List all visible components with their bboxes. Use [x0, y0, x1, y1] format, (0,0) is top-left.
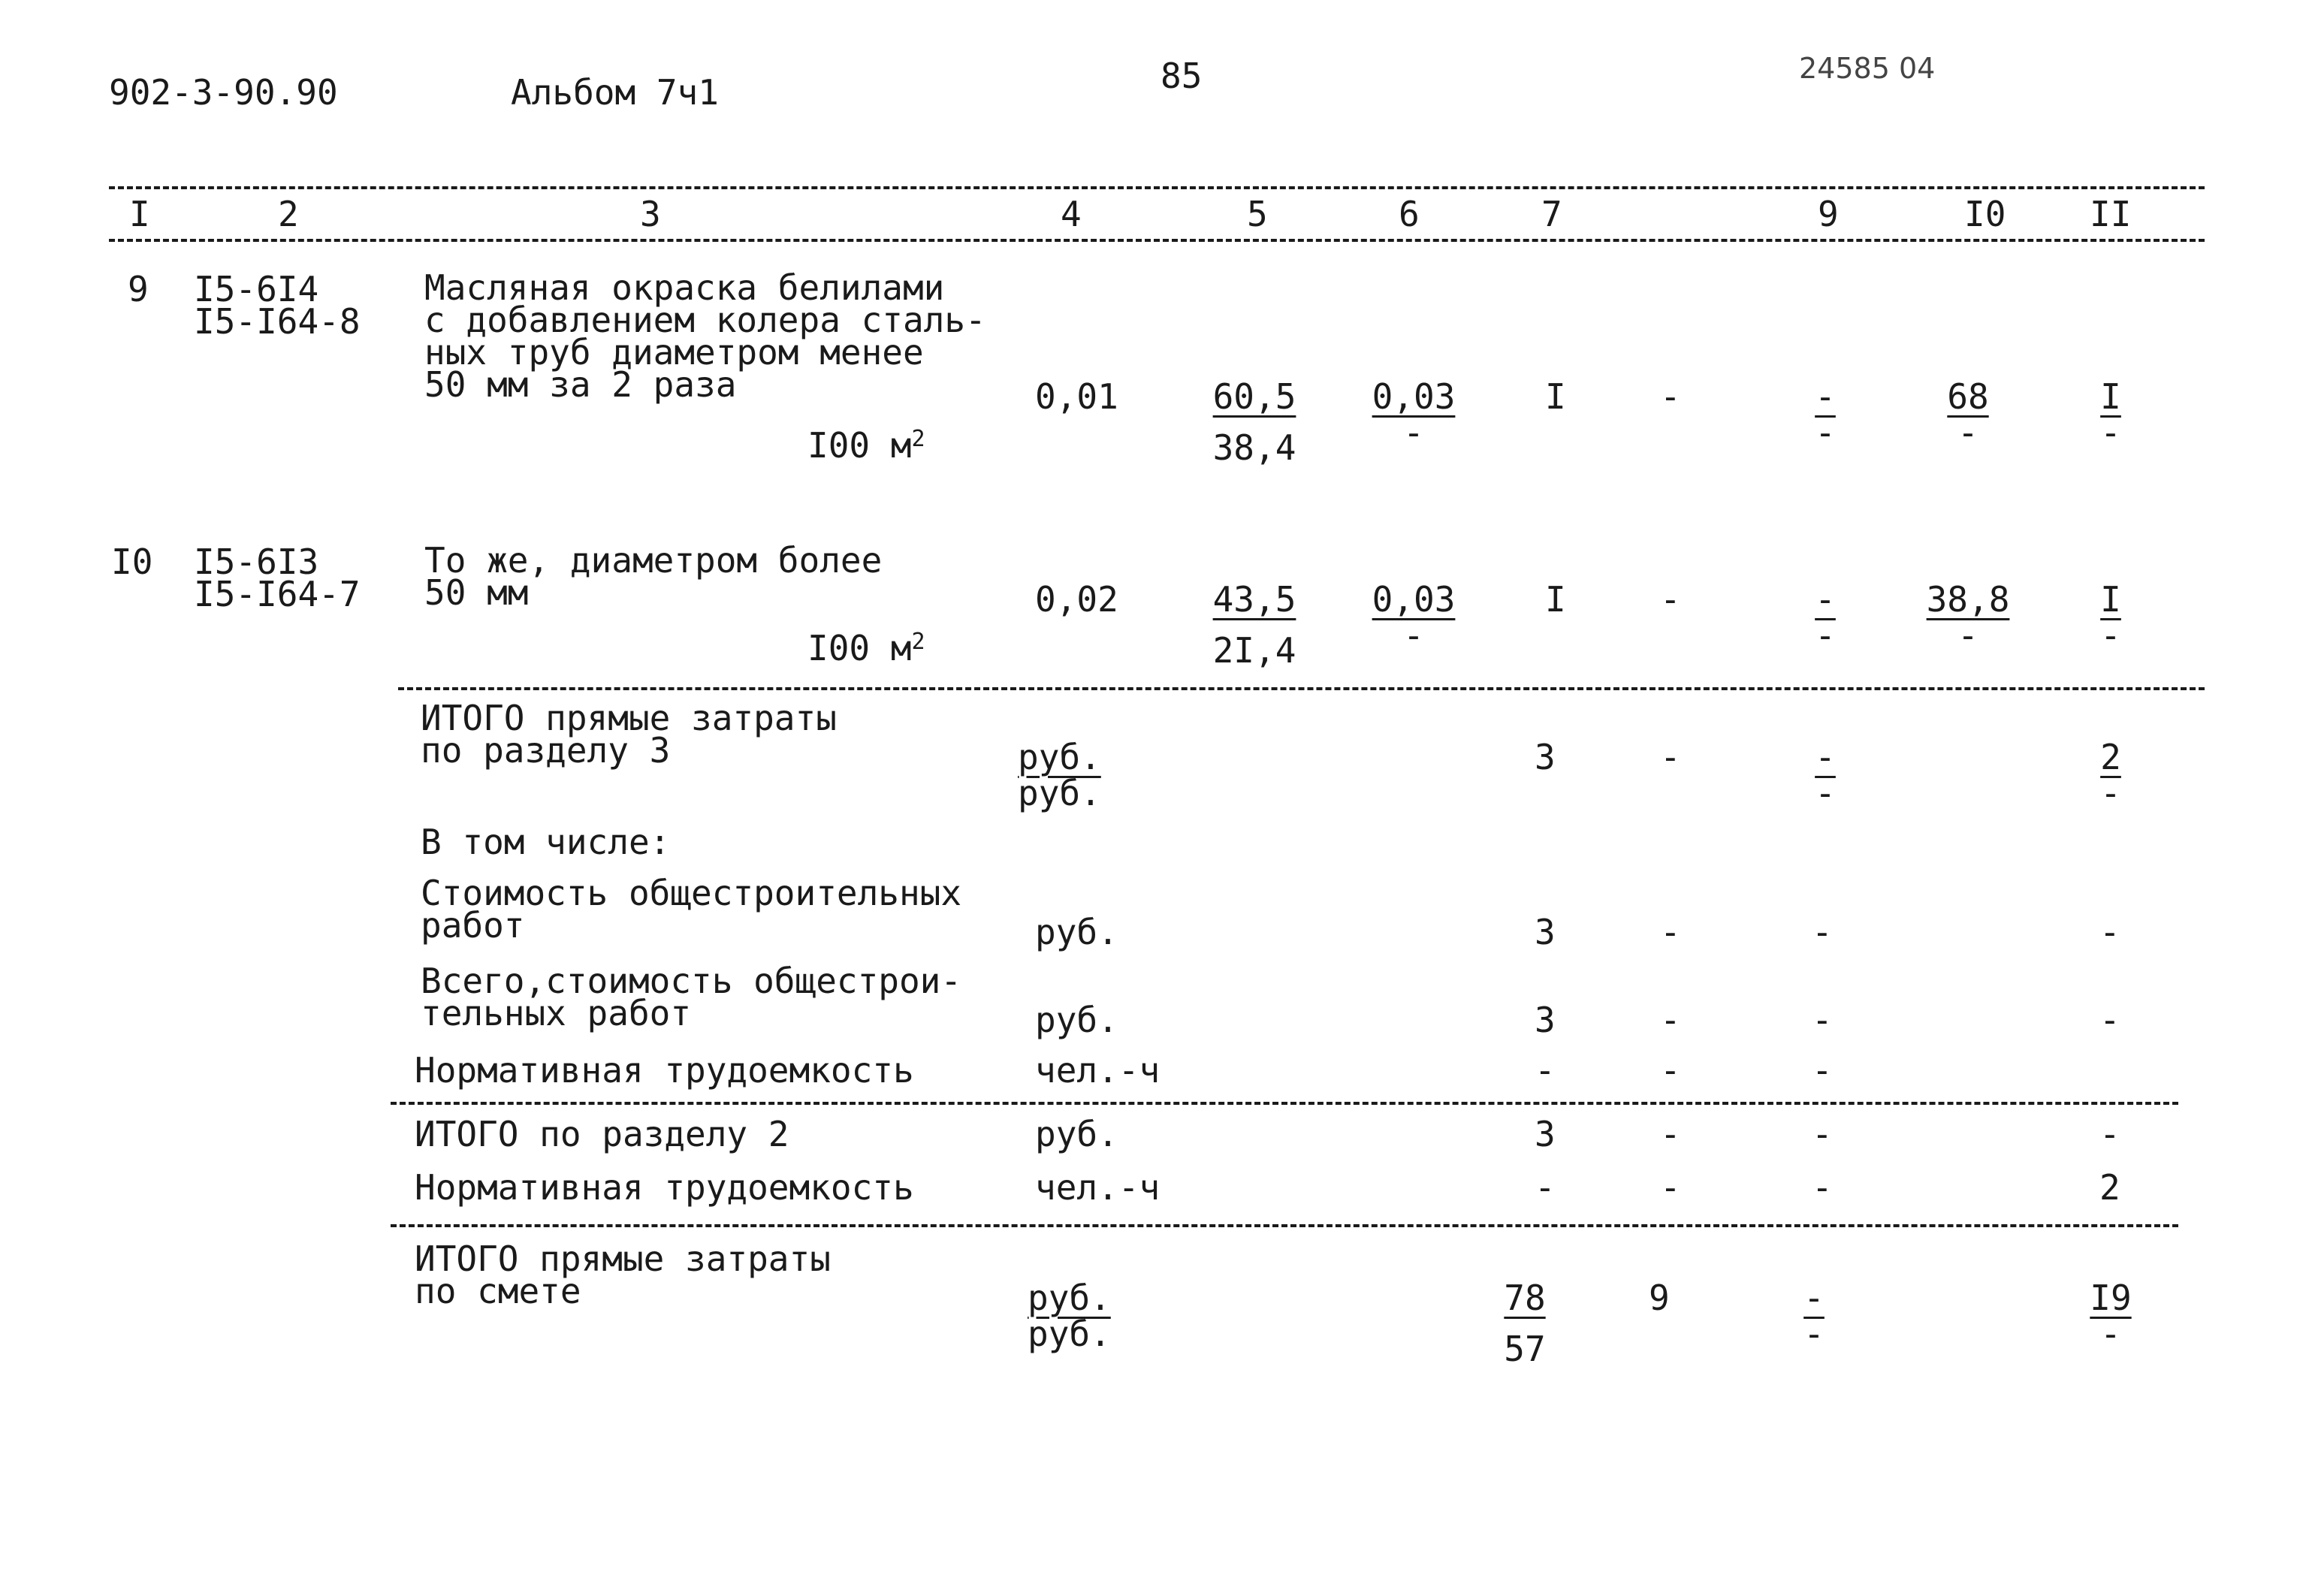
unit-cost-fraction — [1202, 579, 1307, 671]
column-header-9: 9 — [1818, 194, 1839, 234]
column-11-fraction — [2058, 579, 2163, 656]
column-8-value: - — [1660, 376, 1681, 417]
fraction-bottom: - — [1815, 412, 1836, 453]
labor-fraction — [1361, 579, 1466, 656]
column-10-fraction — [1915, 579, 2021, 656]
totals-label: ИТОГО прямые затраты по смете — [415, 1238, 831, 1311]
unit-of-measure — [807, 425, 925, 466]
fraction-top: 60,5 — [1212, 376, 1296, 417]
column-11-value: - — [2099, 1000, 2120, 1040]
totals-label: Нормативная трудоемкость — [415, 1167, 914, 1208]
unit-of-measure: чел.-ч — [1035, 1167, 1161, 1208]
fraction-bottom: - — [1815, 773, 1836, 813]
column-8-value: - — [1660, 1167, 1681, 1208]
totals-label: ИТОГО прямые затраты по разделу 3 — [421, 698, 837, 771]
total-cost: 3 — [1535, 1114, 1556, 1154]
unit-exponent: 2 — [911, 629, 925, 655]
fraction-top: 43,5 — [1212, 579, 1296, 620]
total-cost: 3 — [1535, 912, 1556, 952]
fraction-top: I — [2100, 376, 2121, 417]
column-8-value: 9 — [1649, 1278, 1670, 1318]
total-cost: I — [1545, 376, 1566, 417]
fraction-bottom: руб. — [1018, 773, 1101, 813]
column-9-fraction — [1773, 579, 1878, 656]
fraction-top: - — [1815, 737, 1836, 777]
column-11-fraction — [2058, 1278, 2163, 1354]
column-9-value: - — [1812, 1000, 1833, 1040]
including-label: В том числе: — [421, 822, 671, 862]
column-header-3: 3 — [640, 194, 661, 234]
unit-fraction — [1028, 1278, 1148, 1354]
section-divider — [398, 687, 2205, 690]
unit-of-measure: руб. — [1035, 1114, 1118, 1154]
column-9-fraction — [1773, 376, 1878, 453]
page-number: 85 — [1161, 56, 1203, 96]
price-code: I5-6I3 — [194, 542, 319, 582]
column-header-11: II — [2090, 194, 2132, 234]
section-divider — [391, 1102, 2178, 1105]
fraction-top: 0,03 — [1372, 376, 1456, 417]
handwritten-archive-number: 24585 04 — [1799, 52, 1936, 85]
column-11-fraction — [2058, 376, 2163, 453]
fraction-bottom: - — [2100, 773, 2121, 813]
fraction-top: - — [1815, 579, 1836, 620]
row-number: 9 — [128, 269, 149, 309]
price-code: I5-6I4 — [194, 269, 319, 309]
breakdown-label: Всего,стоимость общестрои- тельных работ — [421, 961, 962, 1033]
column-11-value: - — [2099, 912, 2120, 952]
breakdown-label: Стоимость общестроительных работ — [421, 873, 962, 946]
column-9-fraction — [1761, 1278, 1867, 1354]
column-header-2: 2 — [278, 194, 299, 234]
section-divider — [391, 1224, 2178, 1227]
fraction-top: - — [1803, 1278, 1825, 1318]
column-8-value: - — [1660, 1000, 1681, 1040]
column-header-1: I — [129, 194, 150, 234]
column-8-value: - — [1660, 1050, 1681, 1091]
column-8-value: - — [1660, 737, 1681, 777]
column-header-7: 7 — [1541, 194, 1562, 234]
labor-fraction — [1361, 376, 1466, 453]
column-9-value: - — [1812, 1167, 1833, 1208]
total-cost: 3 — [1535, 1000, 1556, 1040]
column-header-4: 4 — [1061, 194, 1082, 234]
column-8-value: - — [1660, 912, 1681, 952]
fraction-bottom: 38,4 — [1212, 427, 1296, 468]
unit-fraction — [1018, 737, 1138, 813]
total-cost: 3 — [1535, 737, 1556, 777]
row-number: I0 — [111, 542, 153, 582]
column-11-fraction — [2058, 737, 2163, 813]
fraction-bottom: - — [1803, 1314, 1825, 1354]
fraction-top: 0,03 — [1372, 579, 1456, 620]
unit-value: I00 м — [807, 628, 912, 668]
fraction-top: I9 — [2090, 1278, 2132, 1318]
column-11-value: 2 — [2099, 1167, 2120, 1208]
norm-code: I5-I64-8 — [194, 301, 361, 342]
column-8-value: - — [1660, 1114, 1681, 1154]
fraction-bottom: - — [1815, 615, 1836, 656]
fraction-bottom: - — [2100, 412, 2121, 453]
document-code: 902-3-90.90 — [109, 72, 338, 113]
unit-of-measure: руб. — [1035, 1000, 1118, 1040]
total-cost: - — [1535, 1050, 1556, 1091]
album-label: Альбом 7ч1 — [511, 72, 719, 113]
unit-exponent: 2 — [911, 426, 925, 452]
column-9-value: - — [1812, 1050, 1833, 1091]
fraction-top: руб. — [1018, 737, 1101, 777]
fraction-bottom: 2I,4 — [1212, 630, 1296, 671]
header-bottom-rule — [109, 239, 2205, 242]
column-header-5: 5 — [1247, 194, 1268, 234]
fraction-top: руб. — [1028, 1278, 1111, 1318]
column-header-10: I0 — [1964, 194, 2006, 234]
fraction-top: 38,8 — [1926, 579, 2010, 620]
total-cost: - — [1535, 1167, 1556, 1208]
column-9-fraction — [1773, 737, 1878, 813]
fraction-top: 68 — [1947, 376, 1989, 417]
fraction-bottom: - — [1957, 615, 1979, 656]
column-11-value: - — [2099, 1114, 2120, 1154]
totals-label: ИТОГО по разделу 2 — [415, 1114, 789, 1154]
fraction-bottom: - — [1403, 412, 1424, 453]
quantity: 0,02 — [1035, 579, 1118, 620]
norm-code: I5-I64-7 — [194, 574, 361, 614]
fraction-bottom: - — [2100, 615, 2121, 656]
work-description: То же, диаметром более 50 мм — [424, 540, 883, 613]
fraction-top: 78 — [1504, 1278, 1546, 1318]
unit-cost-fraction — [1202, 376, 1307, 468]
column-header-6: 6 — [1399, 194, 1420, 234]
column-9-value: - — [1812, 912, 1833, 952]
column-8-value: - — [1660, 579, 1681, 620]
unit-value: I00 м — [807, 425, 912, 466]
unit-of-measure: руб. — [1035, 912, 1118, 952]
unit-of-measure: чел.-ч — [1035, 1050, 1161, 1091]
header-top-rule — [109, 186, 2205, 189]
fraction-bottom: 57 — [1504, 1329, 1546, 1369]
fraction-bottom: руб. — [1028, 1314, 1111, 1354]
breakdown-label: Нормативная трудоемкость — [415, 1050, 914, 1091]
quantity: 0,01 — [1035, 376, 1118, 417]
column-10-fraction — [1915, 376, 2021, 453]
fraction-bottom: - — [2100, 1314, 2121, 1354]
fraction-bottom: - — [1403, 615, 1424, 656]
work-description: Масляная окраска белилами с добавлением колера сталь- ных труб диаметром менее 50 мм за 2 раза — [424, 267, 986, 405]
total-cost-fraction — [1480, 1278, 1570, 1369]
fraction-top: - — [1815, 376, 1836, 417]
unit-of-measure — [807, 628, 925, 668]
fraction-top: I — [2100, 579, 2121, 620]
total-cost: I — [1545, 579, 1566, 620]
fraction-bottom: - — [1957, 412, 1979, 453]
column-9-value: - — [1812, 1114, 1833, 1154]
fraction-top: 2 — [2100, 737, 2121, 777]
